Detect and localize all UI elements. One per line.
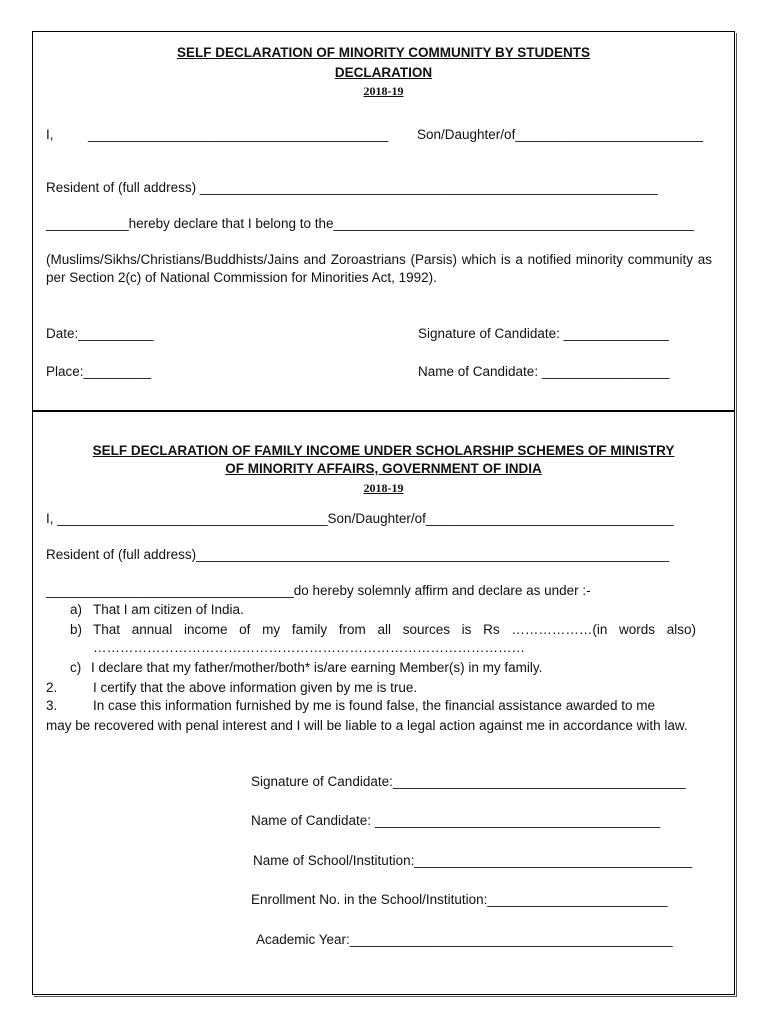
section1-date-field: Date:__________ (46, 326, 154, 341)
section2-school-field: Name of School/Institution:_____________________________________ (253, 853, 693, 868)
section1-resident-field: Resident of (full address) _____________________________________________________________ (46, 180, 658, 195)
section2-title-line1: SELF DECLARATION OF FAMILY INCOME UNDER SCHOLARSHIP SCHEMES OF MINISTRY (92, 443, 675, 458)
section1-parent-field: Son/Daughter/of_________________________ (417, 127, 704, 142)
section1-community-text: (Muslims/Sikhs/Christians/Buddhists/Jains and Zoroastrians (Parsis) which is a notified minority community as per Section 2(c) of National Commission for Minorities Act, 1992). (46, 252, 712, 285)
item-c-text: I declare that my father/mother/both* is/are earning Member(s) in my family. (91, 660, 543, 675)
item-b-marker: b) (70, 622, 83, 637)
section1-name-blank: ________________________________________ (88, 127, 389, 142)
item-b-dots: …………………………………………………………………………………… (93, 640, 525, 655)
item-3-text-rest: may be recovered with penal interest and I will be liable to a legal action against me in accordance with law. (46, 718, 688, 733)
section2-i-line: I, ____________________________________Son/Daughter/of_________________________________ (46, 511, 674, 526)
item-a-marker: a) (70, 602, 83, 617)
item-2-text: I certify that the above information given by me is true. (93, 680, 418, 695)
section1-title: SELF DECLARATION OF MINORITY COMMUNITY BY STUDENTS (176, 45, 590, 60)
section2-name-field: Name of Candidate: ______________________________________ (251, 813, 661, 828)
section1-subtitle: DECLARATION (334, 65, 433, 80)
section2-year: 2018-19 (363, 481, 404, 495)
section2-enrollment-field: Enrollment No. in the School/Institution:________________________ (251, 892, 668, 907)
section2-title-line2: OF MINORITY AFFAIRS, GOVERNMENT OF INDIA (225, 461, 542, 476)
section1-signature-field: Signature of Candidate: ______________ (418, 326, 669, 341)
section1-place-field: Place:_________ (46, 364, 152, 379)
item-2-marker: 2. (46, 680, 58, 695)
item-3-text-first: In case this information furnished by me is found false, the financial assistance awarded to me (93, 698, 656, 713)
section1-name-field: Name of Candidate: _________________ (418, 364, 670, 379)
item-3-marker: 3. (46, 698, 58, 713)
item-c-marker: c) (70, 660, 82, 675)
section2-affirm-line: _________________________________do hereby solemnly affirm and declare as under :- (46, 583, 591, 598)
section1-year: 2018-19 (363, 84, 404, 98)
section2-signature-field: Signature of Candidate:_______________________________________ (251, 774, 686, 789)
section1-i-prefix: I, (46, 127, 54, 142)
item-a-text: That I am citizen of India. (93, 602, 244, 617)
item-b-text: That annual income of my family from all sources is Rs ………………(in words also) (93, 622, 696, 637)
section1-declare-line: ___________hereby declare that I belong to the________________________________________________ (46, 216, 694, 231)
section2-resident-field: Resident of (full address)_______________________________________________________________ (46, 547, 670, 562)
section-divider (32, 410, 735, 412)
section2-academic-year-field: Academic Year:___________________________________________ (256, 932, 673, 947)
